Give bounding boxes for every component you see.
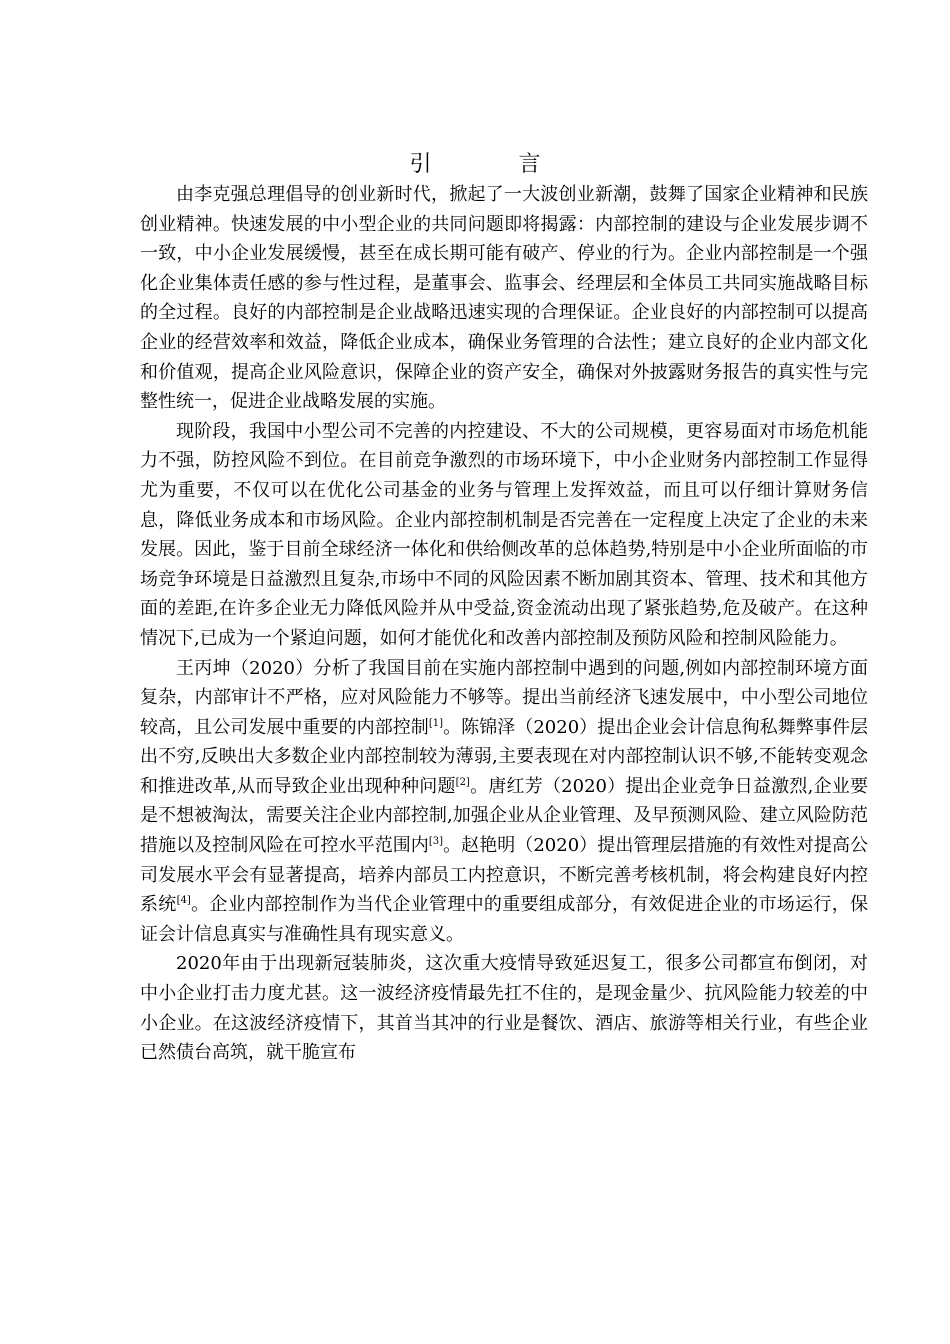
paragraph [140,949,868,1067]
paragraph-text: 现阶段，我国中小型公司不完善的内控建设、不大的公司规模，更容易面对市场危机能力不强，防控风险不到位。在目前竞争激烈的市场环境下，中小企业财务内部控制工作显得尤为重要，不仅可以在优化公司基金的业务与管理上发挥效益，而且可以仔细计算财务信息，降低业务成本和市场风险。企业内部控制机制是否完善在一定程度上决定了企业的未来发展。因此，鉴于目前全球经济一体化和供给侧改革的总体趋势,特别是中小企业所面临的市场竞争环境是日益激烈且复杂,市场中不同的风险因素不断加剧其资本、管理、技术和其他方面的差距,在许多企业无力降低风险并从中受益,资金流动出现了紧张趋势,危及破产。在这种情况下,已成为一个紧迫问题，如何才能优化和改善内部控制及预防风险和控制风险能力。 [140,420,868,649]
paragraph-text: 2020年由于出现新冠装肺炎，这次重大疫情导致延迟复工，很多公司都宣布倒闭，对中小企业打击力度尤甚。这一波经济疫情最先扛不住的，是现金量少、抗风险能力较差的中小企业。在这波经济疫情下，其首当其冲的行业是餐饮、酒店、旅游等相关行业，有些企业已然债台高筑，就干脆宣布 [140,953,868,1064]
citation-ref: [4] [176,895,191,907]
paragraph [140,654,868,950]
paragraph-text: 。陈锦泽（2020）提出企业会计信息徇私舞弊事件层出不穷,反映出大多数企业内部控制较为薄弱,主要表现在对内部控制认识不够,不能转变观念和推进改革,从而导致企业出现种种问题 [140,716,869,797]
citation-ref: [3] [428,836,444,848]
paragraph-text: 。唐红芳（2020）提出企业竞争日益激烈,企业要是不想被淘汰，需要关注企业内部控制,加强企业从企业管理、及早预测风险、建立风险防范措施以及控制风险在可控水平范围内 [140,775,868,857]
paragraph [140,180,868,417]
section-heading: 引 言 [409,152,581,177]
paragraph-text: 王丙坤（2020）分析了我国目前在实施内部控制中遇到的问题,例如内部控制环境方面复杂，内部审计不严格，应对风险能力不够等。提出当前经济飞速发展中，中小型公司地位较高，且公司发展中重要的内部控制 [140,657,868,738]
paragraph-text: 由李克强总理倡导的创业新时代，掀起了一大波创业新潮，鼓舞了国家企业精神和民族创业精神。快速发展的中小型企业的共同问题即将揭露：内部控制的建设与企业发展步调不一致，中小企业发展缓慢，甚至在成长期可能有破产、停业的行为。企业内部控制是一个强化企业集体责任感的参与性过程，是董事会、监事会、经理层和全体员工共同实施战略目标的全过程。良好的内部控制是企业战略迅速实现的合理保证。企业良好的内部控制可以提高企业的经营效率和效益，降低企业成本，确保业务管理的合法性；建立良好的企业内部文化和价值观，提高企业风险意识，保障企业的资产安全，确保对外披露财务报告的真实性与完整性统一，促进企业战略发展的实施。 [140,184,868,413]
paragraph-text: 。企业内部控制作为当代企业管理中的重要组成部分，有效促进企业的市场运行，保证会计信息真实与准确性具有现实意义。 [140,894,868,945]
paragraph-text: 。赵艳明（2020）提出管理层措施的有效性对提高公司发展水平会有显著提高，培养内部员工内控意识，不断完善考核机制，将会构建良好内控系统 [140,835,869,916]
citation-ref: [2] [455,776,470,788]
citation-ref: [1] [428,717,444,729]
body-text [140,180,868,1068]
paragraph [140,417,868,654]
